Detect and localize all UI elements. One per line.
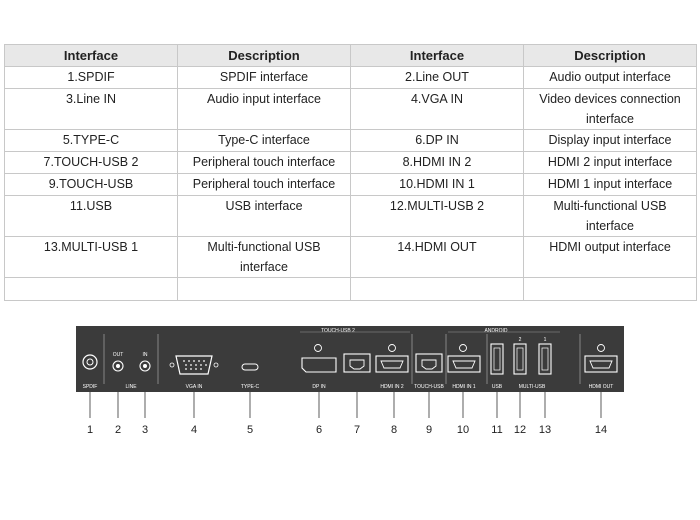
interface-cell: 13.MULTI-USB 1: [5, 237, 178, 278]
interface-cell: 3.Line IN: [5, 89, 178, 130]
label-dp-in: DP IN: [312, 384, 326, 390]
interface-cell: 5.TYPE-C: [5, 130, 178, 152]
label-line: LINE: [125, 384, 137, 390]
interface-cell: 6.DP IN: [351, 130, 524, 152]
table-row: [5, 237, 697, 278]
label-android: ANDROID: [484, 328, 508, 334]
description-cell: Audio output interface: [524, 67, 697, 89]
description-cell: Multi-functional USB interface: [524, 196, 697, 237]
description-cell: HDMI 1 input interface: [524, 174, 697, 196]
callout-7: 7: [353, 424, 361, 436]
label-multi-usb-1: 1: [543, 337, 547, 343]
description-cell: USB interface: [178, 196, 351, 237]
table-row-empty: [5, 278, 697, 301]
label-vga-in: VGA IN: [185, 384, 203, 390]
description-cell: Video devices connection interface: [524, 89, 697, 130]
callout-4: 4: [190, 424, 198, 436]
description-cell: Peripheral touch interface: [178, 174, 351, 196]
label-touch-usb2-top: TOUCH-USB 2: [321, 328, 355, 334]
interface-cell: 11.USB: [5, 196, 178, 237]
table-header-row: [5, 45, 697, 67]
description-cell: SPDIF interface: [178, 67, 351, 89]
callout-13: 13: [538, 424, 552, 436]
interface-cell: 9.TOUCH-USB: [5, 174, 178, 196]
callout-1: 1: [86, 424, 94, 436]
label-hdmi-in1: HDMI IN 1: [452, 384, 476, 390]
callout-lines: [90, 392, 601, 418]
table-row: [5, 152, 697, 174]
interface-table: [4, 44, 697, 301]
interface-cell: 14.HDMI OUT: [351, 237, 524, 278]
callout-10: 10: [456, 424, 470, 436]
table-row: [5, 130, 697, 152]
label-in: IN: [142, 352, 148, 358]
label-spdif: SPDIF: [82, 384, 98, 390]
table-row: [5, 174, 697, 196]
interface-cell: 2.Line OUT: [351, 67, 524, 89]
callout-5: 5: [246, 424, 254, 436]
description-cell: Peripheral touch interface: [178, 152, 351, 174]
description-cell: Audio input interface: [178, 89, 351, 130]
callout-8: 8: [390, 424, 398, 436]
description-cell: Display input interface: [524, 130, 697, 152]
callout-14: 14: [594, 424, 608, 436]
table-row: [5, 196, 697, 237]
callout-2: 2: [114, 424, 122, 436]
header-description-2: Description: [524, 45, 697, 67]
label-type-c: TYPE-C: [240, 384, 260, 390]
label-hdmi-in2: HDMI IN 2: [380, 384, 404, 390]
label-hdmi-out: HDMI OUT: [588, 384, 614, 390]
description-cell: HDMI 2 input interface: [524, 152, 697, 174]
label-multi-usb: MULTI-USB: [518, 384, 546, 390]
label-touch-usb: TOUCH-USB: [414, 384, 444, 390]
callout-9: 9: [425, 424, 433, 436]
header-interface-2: Interface: [351, 45, 524, 67]
callout-6: 6: [315, 424, 323, 436]
description-cell: Multi-functional USB interface: [178, 237, 351, 278]
interface-cell: 8.HDMI IN 2: [351, 152, 524, 174]
label-multi-usb-2: 2: [518, 337, 522, 343]
interface-cell: 7.TOUCH-USB 2: [5, 152, 178, 174]
interface-cell: 1.SPDIF: [5, 67, 178, 89]
label-out: OUT: [112, 352, 124, 358]
interface-cell: 4.VGA IN: [351, 89, 524, 130]
interface-cell: 10.HDMI IN 1: [351, 174, 524, 196]
table-row: [5, 89, 697, 130]
callout-3: 3: [141, 424, 149, 436]
callout-12: 12: [513, 424, 527, 436]
description-cell: HDMI output interface: [524, 237, 697, 278]
header-interface-1: Interface: [5, 45, 178, 67]
description-cell: Type-C interface: [178, 130, 351, 152]
interface-cell: 12.MULTI-USB 2: [351, 196, 524, 237]
header-description-1: Description: [178, 45, 351, 67]
rear-panel-diagram: [0, 318, 700, 518]
callout-11: 11: [491, 424, 503, 436]
table-row: [5, 67, 697, 89]
label-usb: USB: [491, 384, 503, 390]
